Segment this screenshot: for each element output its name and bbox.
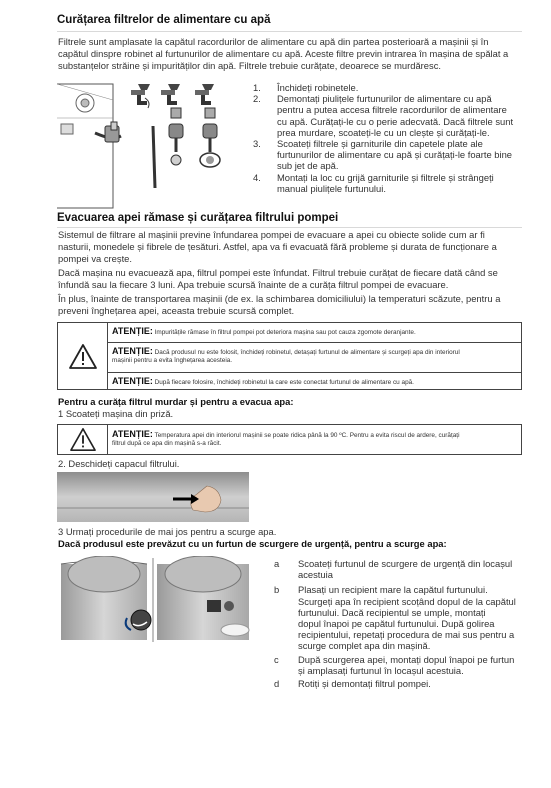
paragraph-line: nasturii, monedele și fibrele de țesături. Astfel, apa va fi evacuată fără probleme și durata de funcționare a [58, 241, 497, 252]
list-item: 2. Demontați piulițele furtunurilor de alimentare cu apă pentru a putea accesa filtrele racordurilor de alimentare cu apă. Curățați-le cu o perie adecvată. Dacă filtrele sunt prea murdare, scoateți-le cu un clește și curățați-le. [253, 93, 514, 138]
warning-box [57, 322, 522, 390]
inlet-filter-illustration [55, 78, 255, 218]
paragraph-line: preveni înghețarea apei, aceasta trebuie scursă complet. [58, 305, 295, 316]
paragraph-line: pompei va crește. [58, 253, 132, 264]
intro-line: capătul dinspre robinet al furtunurilor de alimentare cu apă. Aceste filtre previn intrarea în mașina de spălat a [58, 48, 509, 59]
divider [108, 372, 521, 373]
step-unplug: 1 Scoateți mașina din priză. [58, 408, 174, 419]
emergency-drain-photo [57, 556, 253, 644]
section-title-pump-filter: Evacuarea apei rămase și curățarea filtrului pompei [57, 212, 339, 224]
list-item: 4. Montați la loc cu grijă garniturile și filtrele și strângeți manual piulițele furtunului. [253, 171, 494, 194]
paragraph-line: În plus, înainte de transportarea mașinii (de ex. la schimbarea domiciliului) la temperaturi scăzute, pentru a [58, 293, 501, 304]
warning-row: ATENȚIE: Dacă produsul nu este folosit, închideți robinetul, detașați furtunul de alimentare și scurgeți apa din interiorul mașinii pentru a evita înghețarea acesteia. [112, 346, 460, 364]
subheading-clean-filter: Pentru a curăța filtrul murdar și pentru a evacua apa: [58, 396, 294, 407]
intro-line: Filtrele sunt amplasate la capătul racordurilor de alimentare cu apă din partea posterioară a mașinii și în [58, 36, 489, 47]
warning-row: ATENȚIE: Temperatura apei din interiorul mașinii se poate ridica până la 90 ºC. Pentru a evita riscul de ardere, curățați filtrul după ce apa din mașină s-a răcit. [112, 429, 460, 447]
warning-triangle-icon [68, 427, 98, 452]
warning-icon-cell [58, 425, 108, 454]
step-drain: 3 Urmați procedurile de mai jos pentru a scurge apa. [58, 526, 277, 537]
warning-box-temperature [57, 424, 522, 455]
list-item: d Rotiți și demontați filtrul pompei. [274, 678, 431, 690]
divider [57, 31, 522, 32]
drain-sub-steps [274, 558, 534, 689]
paragraph-line: Sistemul de filtrare al mașinii previne înfundarea pompei de evacuare a apei cu obiecte solide cum ar fi [58, 229, 485, 240]
warning-icon-cell [58, 323, 108, 389]
warning-triangle-icon [68, 343, 98, 370]
step-open-cover: 2. Deschideți capacul filtrului. [58, 458, 180, 469]
list-item: a Scoateți furtunul de scurgere de urgență din locașul acestuia [274, 558, 513, 581]
list-item: b Plasați un recipient mare la capătul furtunului. Scurgeți apa în recipient scoțând dopul de la capătul furtunului. Dacă recipientul se umple, montați dopul înapoi pe capătul furtunului. După golirea recipientului, repetați procedura de mai sus pentru a scurge complet apa din mașină. [274, 584, 516, 652]
section-title-inlet-filters: Curățarea filtrelor de alimentare cu apă [57, 14, 271, 26]
warning-row: ATENȚIE: După fiecare folosire, închideți robinetul la care este conectat furtunul de alimentare cu apă. [112, 376, 414, 386]
open-filter-cover-photo [57, 472, 249, 522]
list-item: c După scurgerea apei, montați dopul înapoi pe furtun și amplasați furtunul în locașul acestuia. [274, 653, 515, 676]
paragraph-line: înfundă sau la fiecare 3 luni. Apa trebuie scursă înainte de a curăța filtrul pompei de evacuare. [58, 279, 449, 290]
divider [57, 227, 522, 228]
list-item: 1. Închideți robinetele. [253, 82, 359, 93]
inlet-filter-steps [253, 82, 533, 194]
subheading-emergency-hose: Dacă produsul este prevăzut cu un furtun de scurgere de urgență, pentru a scurge apa: [58, 538, 447, 549]
warning-row: ATENȚIE: Impuritățile rămase în filtrul pompei pot deteriora mașina sau pot cauza zgomote deranjante. [112, 326, 416, 336]
intro-line: substanțelor străine și impurităților din apă. Filtrele trebuie curățate, deoarece se murdăresc. [58, 60, 441, 71]
paragraph-line: Dacă mașina nu evacuează apa, filtrul pompei este înfundat. Filtrul trebuie curățat de fiecare dată când se [58, 267, 498, 278]
divider [108, 342, 521, 343]
list-item: 3. Scoateți filtrele și garniturile din capetele plate ale furtunurilor de alimentare cu apă și curățați-le foarte bine sub jet de apă. [253, 138, 513, 172]
